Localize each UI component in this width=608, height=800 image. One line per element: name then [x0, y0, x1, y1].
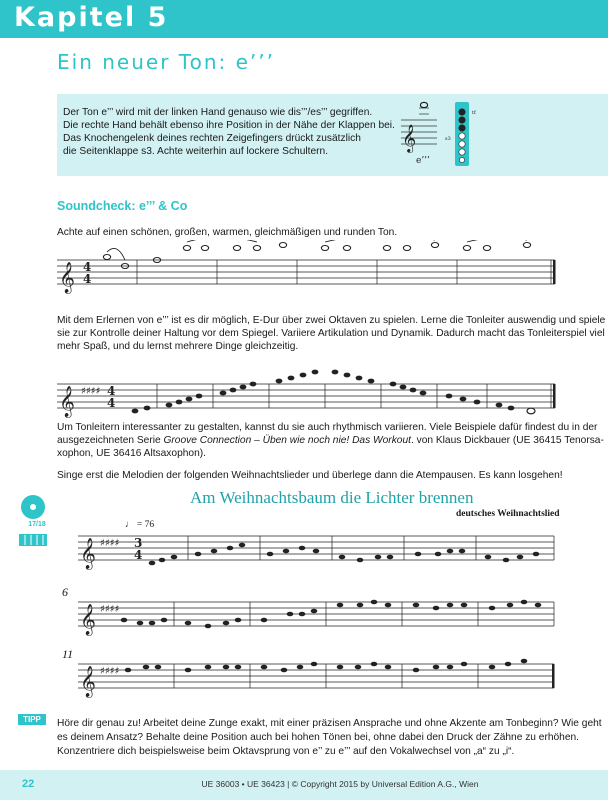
info-line: Die rechte Hand behält ebenso ihre Position in der Nähe der Klappen bei.: [63, 120, 395, 131]
note-label: e’’’: [416, 156, 430, 166]
paragraph: mehr Spaß, und du lernst mehrere Dinge gleichzeitig.: [57, 341, 299, 352]
cd-track-number: 17/18: [28, 521, 46, 528]
fingering-chart: [395, 100, 515, 172]
staff-e-major-scale: [57, 364, 557, 420]
svg-text:4: 4: [83, 272, 92, 286]
tip-text: Konzentriere dich beispielsweise beim Oktavsprung von e’’ zu e’’’ auf den Vokalwechsel von „a“ zu „i“.: [57, 746, 515, 757]
svg-text:4: 4: [107, 396, 116, 410]
info-line: die Seitenklappe s3. Achte weiterhin auf lockere Schultern.: [63, 146, 329, 157]
paragraph: Singe erst die Melodien der folgenden Weihnachtslieder und überlege dann die Atempausen. Es kann losgehen!: [57, 470, 563, 481]
tip-badge: TIPP: [18, 714, 46, 725]
treble-clef-icon: 𝄞: [80, 666, 96, 697]
paragraph: Um Tonleitern interessanter zu gestalten, kannst du sie auch rhythmisch variieren. Viele Beispiele dafür findest du in der: [57, 422, 598, 433]
page-number: 22: [22, 778, 35, 790]
treble-clef-icon: 𝄞: [80, 538, 96, 569]
paragraph: ausgezeichneten Serie Groove Connection – Üben wie noch nie! Das Workout. von Klaus Dickbauer (UE 36415 Tenorsa-: [57, 435, 604, 446]
svg-text:♯♯♯♯: ♯♯♯♯: [100, 538, 120, 549]
svg-text:4: 4: [107, 384, 116, 398]
section-title: Soundcheck: e’’’ & Co: [57, 199, 188, 213]
key-signature: ♯♯♯♯: [81, 386, 101, 397]
info-line: Der Ton e’’’ wird mit der linken Hand genauso wie dis’’’/es’’’ gegriffen.: [63, 107, 373, 118]
svg-text:♯♯♯♯: ♯♯♯♯: [100, 666, 120, 677]
paragraph: Mit dem Erlernen von e’’’ ist es dir möglich, E-Dur über zwei Oktaven zu spielen. Lerne die Tonleiter auswendig und spiele: [57, 315, 606, 326]
song-origin: deutsches Weihnachtslied: [456, 509, 560, 519]
info-box: [57, 94, 608, 176]
svg-text:4: 4: [83, 260, 92, 274]
paragraph: xophon, UE 36416 Altsaxophon).: [57, 448, 206, 459]
key-label-s3: s3: [445, 136, 451, 142]
whole-note: [420, 102, 427, 107]
treble-clef-icon: 𝄞: [59, 262, 75, 293]
measure-number: 6: [62, 585, 68, 599]
info-line: Das Knochengelenk deines rechten Zeigefingers drückt zusätzlich: [63, 133, 361, 144]
svg-text:♯♯♯♯: ♯♯♯♯: [100, 604, 120, 615]
song-title: Am Weihnachtsbaum die Lichter brennen: [190, 488, 474, 507]
measure-number: 11: [62, 647, 74, 661]
treble-clef-icon: 𝄞: [59, 386, 75, 417]
paragraph: sie zur Kontrolle deiner Haltung vor dem Spiegel. Variiere Artikulation und Dynamik. Dadurch macht das Tonleiterspiel viel: [57, 328, 605, 339]
staff-soundcheck: [57, 240, 557, 296]
treble-clef-icon: 𝄞: [402, 124, 417, 152]
page-subtitle: Ein neuer Ton: e’’’: [57, 50, 275, 74]
paragraph: Achte auf einen schönen, großen, warmen, gleichmäßigen und runden Ton.: [57, 227, 398, 238]
svg-text:4: 4: [134, 548, 143, 562]
tip-text: es deinem Ansatz? Behalte deine Position auch bei hohen Tönen bei, ohne dabei den Druck der Zähne zu erhöhen.: [57, 732, 580, 743]
tip-text: Höre dir genau zu! Arbeitet deine Zunge exakt, mit einer präzisen Ansprache und ohne Akzente am Tonbeginn? Wie geht: [57, 718, 602, 729]
copyright: UE 36003 • UE 36423 | © Copyright 2015 by Universal Edition A.G., Wien: [201, 779, 479, 789]
key-label-tf: tf: [472, 110, 476, 116]
treble-clef-icon: 𝄞: [80, 604, 96, 635]
song-score: [78, 526, 558, 716]
chapter-title: Kapitel 5: [14, 2, 169, 33]
tempo-marking: ♩ = 76: [125, 520, 155, 530]
svg-text:3: 3: [134, 536, 143, 550]
